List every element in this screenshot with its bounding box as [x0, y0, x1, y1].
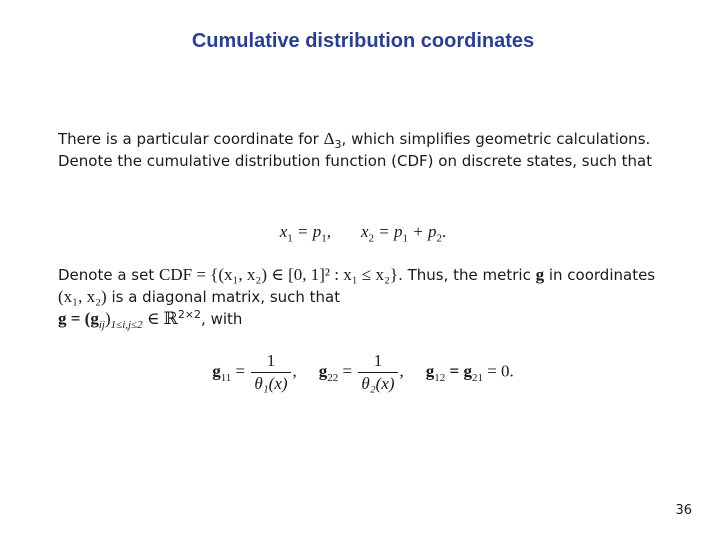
page-number: 36 — [675, 503, 692, 518]
eq1-end: . — [442, 222, 447, 241]
eq2-g22-sub: 22 — [327, 371, 339, 384]
simplex-subscript: 3 — [334, 138, 342, 151]
g-definition-sup: 2×2 — [177, 308, 202, 321]
metric-g-symbol: g — [535, 265, 545, 284]
eq1-p1b: = p — [374, 222, 403, 241]
eq1-p2: + p — [408, 222, 437, 241]
fraction-g22 — [358, 350, 397, 395]
eq1-sep: , — [326, 222, 331, 241]
eq2-zero: = 0. — [482, 361, 514, 381]
eq2-g12: g — [425, 361, 435, 381]
eq1-p1-sub: 1 — [321, 232, 327, 245]
simplex-symbol: Δ — [323, 129, 335, 148]
eq1-x1-sub: 1 — [287, 232, 293, 245]
g-definition-paren: ) — [104, 309, 111, 328]
fraction-g22-numerator: 1 — [373, 351, 383, 370]
metric-text-a: Denote a set — [58, 266, 159, 284]
metric-text-b: . Thus, the metric — [398, 266, 536, 284]
cdf-set-definition: CDF = {(x₁, x₂) ∈ [0, 1]² : x₁ ≤ x₂} — [159, 265, 399, 284]
metric-text-e: , with — [201, 310, 243, 328]
g-definition-in: ∈ ℝ — [142, 309, 178, 328]
g-definition: g = (g — [58, 309, 99, 328]
slide-title: Cumulative distribution coordinates — [191, 30, 535, 52]
metric-text-d: is a diagonal matrix, such that — [106, 288, 341, 306]
intro-text-a: There is a particular coordinate for — [58, 130, 324, 148]
eq1-p1: = p — [292, 222, 322, 241]
eq1-x2: x — [361, 222, 369, 241]
eq2-equals-2: = — [338, 361, 357, 381]
g-definition-range: 1≤i,j≤2 — [110, 319, 143, 331]
eq2-g11-sub: 11 — [220, 371, 232, 384]
metric-coords: (x₁, x₂) — [58, 287, 107, 306]
eq2-g11: g — [212, 361, 221, 381]
eq1-p2-sub: 2 — [436, 232, 443, 245]
paragraph-metric — [58, 264, 670, 330]
fraction-g11-numerator: 1 — [266, 351, 276, 370]
eq2-sep-2: , — [399, 361, 404, 381]
eq2-g21: = g — [445, 361, 472, 381]
intro-text-b: , which simplifies geometric calculations. Denote the cumulative distribution function (CDF) on discrete states, such that — [58, 130, 653, 170]
eq2-g12-sub: 12 — [434, 371, 446, 384]
metric-text-c: in coordinates — [544, 266, 656, 284]
eq2-g21-sub: 21 — [471, 371, 483, 384]
g-definition-sub: ij — [98, 319, 105, 331]
eq2-g22: g — [318, 361, 328, 381]
eq2-equals-1: = — [231, 361, 250, 381]
fraction-g11-denominator: θ₁(x) — [251, 372, 290, 395]
equation-metric-components — [0, 350, 726, 395]
fraction-g11 — [251, 350, 290, 395]
eq1-x1: x — [279, 222, 288, 241]
eq2-sep-1: , — [292, 361, 297, 381]
eq1-p1b-sub: 1 — [402, 232, 409, 245]
eq1-x2-sub: 2 — [368, 232, 375, 245]
fraction-g22-denominator: θ₂(x) — [358, 372, 397, 395]
equation-cdf-coordinates — [0, 222, 726, 245]
paragraph-intro — [58, 128, 670, 172]
